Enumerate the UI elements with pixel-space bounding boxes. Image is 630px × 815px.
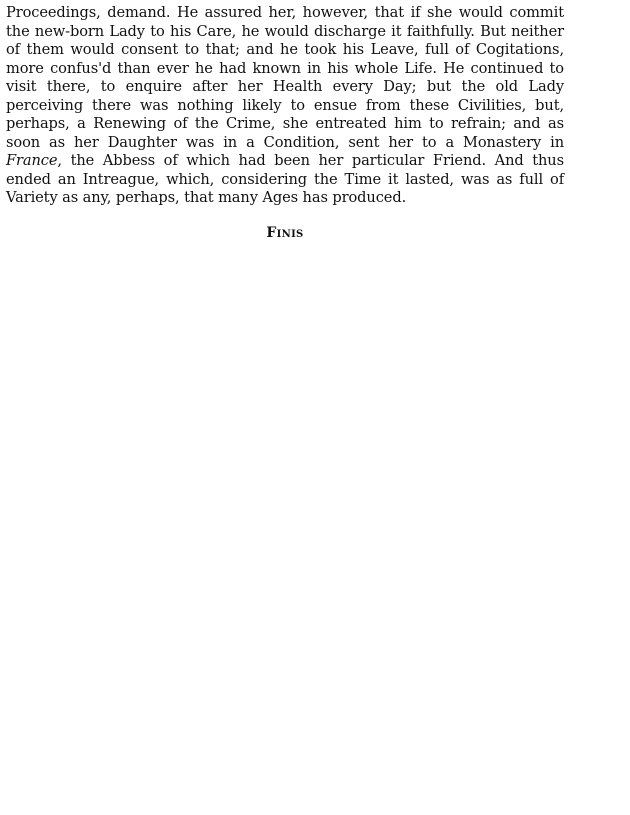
paragraph-text-after-place: , the Abbess of which had been her particular Friend. And thus ended an Intreague, which, considering the Time it lasted, was as full of Variety as any, perhaps, that many Ages has produced.: [6, 152, 564, 206]
paragraph-text-before-place: Proceedings, demand. He assured her, however, that if she would commit the new-born Lady to his Care, he would discharge it faithfully. But neither of them would consent to that; and he took his Leave, full of Cogitations, more confus'd than ever he had known in his whole Life. He continued to visit there, to enquire after her Health every Day; but the old Lady perceiving there was nothing likely to ensue from these Civilities, but, perhaps, a Renewing of the Crime, she entreated him to refrain; and as soon as her Daughter was in a Condition, sent her to a Monastery in: [6, 4, 564, 151]
body-paragraph: [6, 4, 564, 208]
place-name-italic: France: [6, 152, 58, 169]
finis-end-mark: Finis: [266, 224, 304, 241]
document-page: [6, 4, 564, 241]
